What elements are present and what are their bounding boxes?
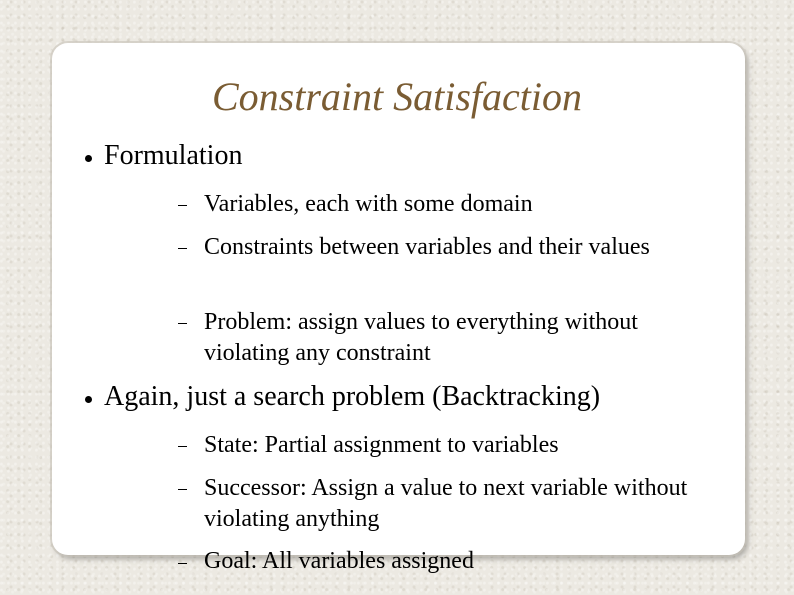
bullet-dot <box>85 396 92 403</box>
sub-bullet-successor: Successor: Assign a value to next variable without violating anything <box>204 475 688 532</box>
sub-bullet-goal: Goal: All variables assigned <box>204 548 474 574</box>
sub-bullet-dash <box>178 563 187 564</box>
sub-bullet-variables: Variables, each with some domain <box>204 191 533 217</box>
sub-bullet-dash <box>178 248 187 249</box>
slide-title: Constraint Satisfaction <box>211 74 583 119</box>
sub-bullet-dash <box>178 323 187 324</box>
sub-bullet-dash <box>178 489 187 490</box>
sub-bullet-constraints: Constraints between variables and their values <box>204 234 650 260</box>
bullet-formulation: Formulation <box>104 140 243 171</box>
sub-bullet-state: State: Partial assignment to variables <box>204 432 559 458</box>
sub-bullet-dash <box>178 446 187 447</box>
bullet-search-problem: Again, just a search problem (Backtracking) <box>104 381 601 412</box>
bullet-dot <box>85 155 92 162</box>
sub-bullet-dash <box>178 205 187 206</box>
sub-bullet-problem: Problem: assign values to everything without violating any constraint <box>204 309 638 366</box>
